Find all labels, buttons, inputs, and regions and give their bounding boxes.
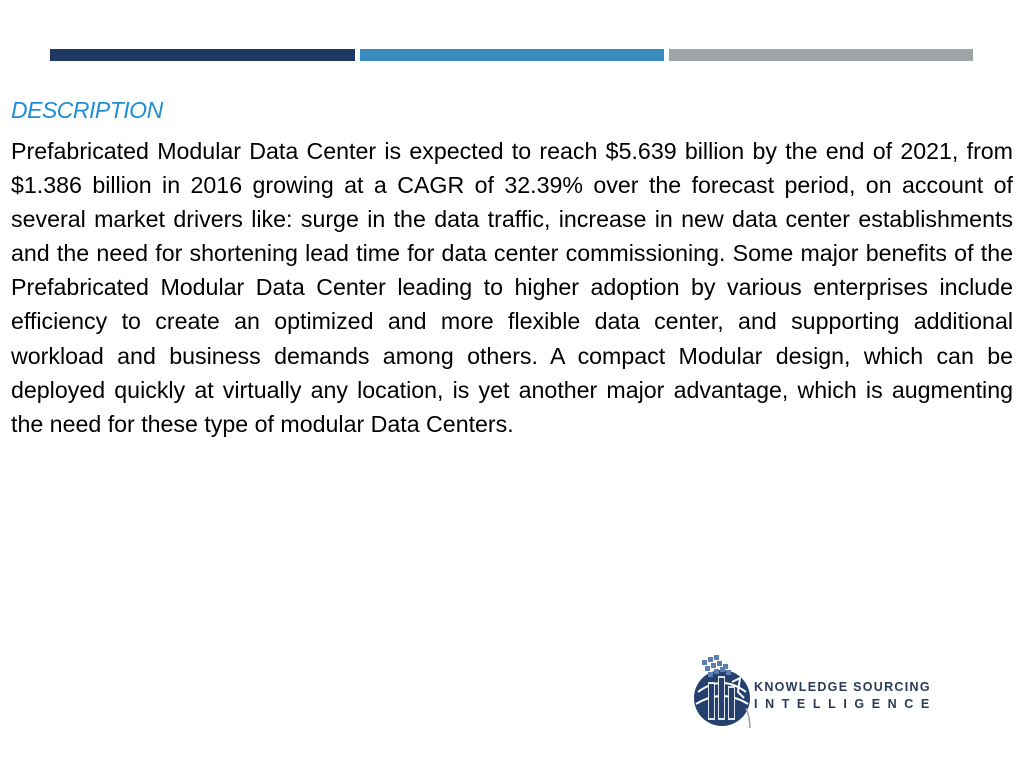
description-paragraph: Prefabricated Modular Data Center is expected to reach $5.639 billion by the end of 2021, from $1.386 billion in 2016 growing at a CAGR of 32.39% over the forecast period, on account of several market drivers like: surge in the data traffic, increase in new data center establishments and the need for shortening lead time for data center commissioning. Some major benefits of the Prefabricated Modular Data Center leading to higher adoption by various enterprises include efficiency to create an optimized and more flexible data center, and supporting additional workload and business demands among others. A compact Modular design, which can be deployed quickly at virtually any location, is yet another major advantage, which is augmenting the need for these type of modular Data Centers. — [11, 138, 1013, 437]
company-logo — [688, 652, 938, 730]
header-accent-bars — [50, 49, 973, 61]
logo-line-1: KNOWLEDGE SOURCING — [754, 680, 931, 694]
logo-wordmark — [754, 679, 944, 712]
accent-bar-light — [669, 49, 973, 61]
logo-line-2: INTELLIGENCE — [754, 697, 937, 711]
globe-building-icon — [688, 652, 756, 730]
accent-bar-dark — [50, 49, 355, 61]
accent-bar-mid — [360, 49, 664, 61]
section-heading: DESCRIPTION — [11, 97, 163, 123]
